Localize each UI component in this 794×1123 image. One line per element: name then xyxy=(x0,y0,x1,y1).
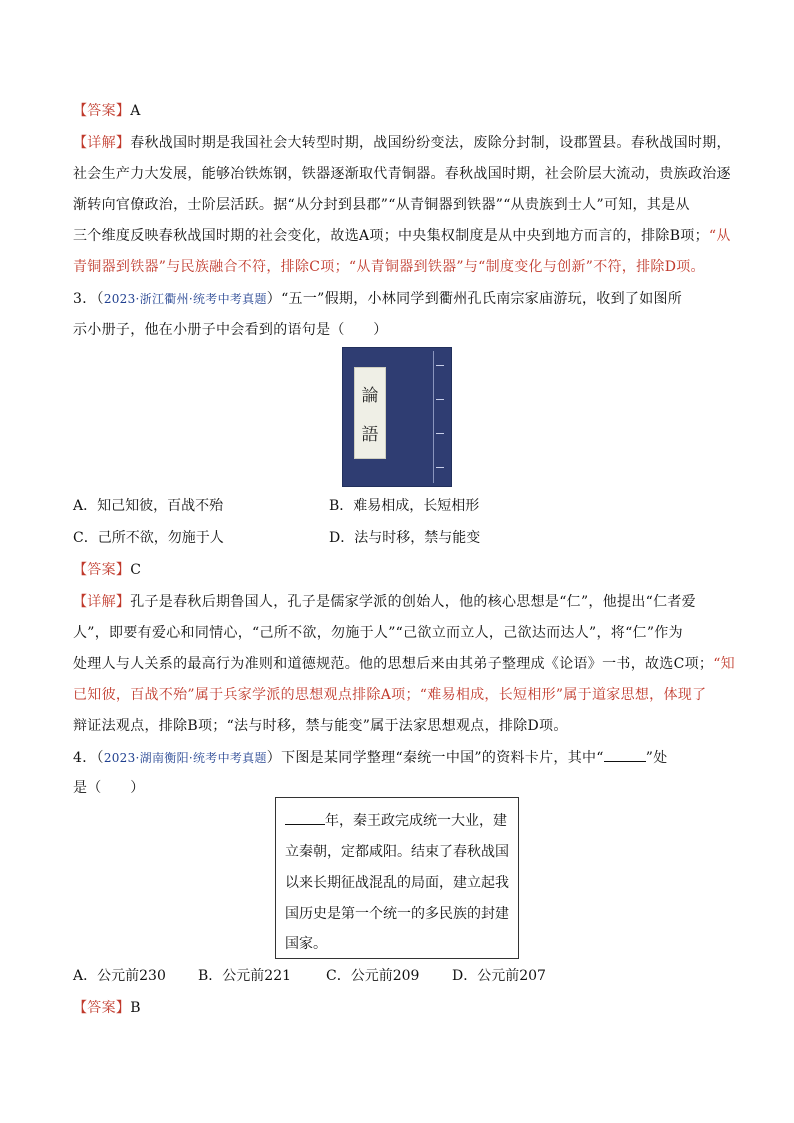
detail-red-text: “从 xyxy=(708,228,731,244)
book-stitch xyxy=(436,467,444,468)
option-label: D． xyxy=(329,530,355,546)
question-source: 2023·浙江衢州·统考中考真题 xyxy=(103,292,267,306)
option-a[interactable] xyxy=(73,967,166,985)
option-label: A． xyxy=(73,498,98,514)
card-text: 年，秦王政完成统一大业，建 xyxy=(325,813,507,829)
detail-q2-line-3: 渐转向官僚政治，士阶层活跃。据“从分封到县郡”“从青铜器到铁器”“从贵族到士人”可知，其是从 xyxy=(73,197,690,213)
detail-q2-line-2: 社会生产力大发展，能够冶铁炼钢，铁器逐渐取代青铜器。春秋战国时期，社会阶层大流动，贵族政治逐 xyxy=(73,166,731,182)
question-3-stem-2: 示小册子，他在小册子中会看到的语句是（ ） xyxy=(73,322,388,338)
book-title-label xyxy=(354,367,386,459)
question-4-stem-2: 是（ ） xyxy=(73,780,145,796)
card-line-5: 国家。 xyxy=(285,936,327,952)
option-d[interactable] xyxy=(452,967,546,985)
question-4-stem-1 xyxy=(73,749,733,767)
question-source: 2023·湖南衡阳·统考中考真题 xyxy=(103,751,267,765)
detail-red-text: “知 xyxy=(713,656,735,672)
option-text: 己所不欲，勿施于人 xyxy=(97,530,224,546)
option-label: B． xyxy=(198,968,223,984)
book-title-char: 論 xyxy=(361,386,379,407)
detail-text: 春秋战国时期是我国社会大转型时期，战国纷纷变法，废除分封制，设郡置县。春秋战国时期， xyxy=(130,135,731,151)
option-a[interactable] xyxy=(73,497,223,515)
option-b[interactable] xyxy=(198,967,291,985)
detail-q3-line-3 xyxy=(73,655,733,673)
answer-blank xyxy=(604,761,646,762)
question-text: ”处 xyxy=(645,750,668,766)
question-number: 3．（ xyxy=(73,291,104,307)
book-stitch xyxy=(436,365,444,366)
card-line-1 xyxy=(285,812,507,830)
detail-tag: 【详解】 xyxy=(73,594,131,610)
option-label: A． xyxy=(73,968,98,984)
detail-tag: 【详解】 xyxy=(73,135,131,151)
book-stitch xyxy=(436,433,444,434)
option-label: D． xyxy=(452,968,478,984)
book-binding xyxy=(433,351,448,483)
detail-q3-line-1 xyxy=(73,593,733,611)
answer-q4 xyxy=(73,999,733,1017)
question-3-stem-1 xyxy=(73,290,733,308)
book-title-char: 語 xyxy=(361,424,379,445)
answer-tag: 【答案】 xyxy=(73,1000,131,1016)
answer-value: B xyxy=(130,1000,141,1016)
option-text: 公元前221 xyxy=(222,968,292,984)
detail-text: 三个维度反映春秋战国时期的社会变化，故选A项；中央集权制度是从中央到地方而言的，排除B项； xyxy=(73,228,709,244)
detail-text: 处理人与人关系的最高行为准则和道德规范。他的思想后来由其弟子整理成《论语》一书，故选C项； xyxy=(73,656,714,672)
answer-tag: 【答案】 xyxy=(73,103,131,119)
option-label: C． xyxy=(73,530,98,546)
option-text: 难易相成，长短相形 xyxy=(353,498,480,514)
card-line-2: 立秦朝，定都咸阳。结束了春秋战国 xyxy=(285,844,509,860)
option-label: B． xyxy=(329,498,354,514)
detail-q3-line-2: 人”，即要有爱心和同情心，“己所不欲，勿施于人”“己欲立而立人，己欲达而达人”，将“仁”作为 xyxy=(73,625,683,641)
option-label: C． xyxy=(326,968,351,984)
card-line-4: 国历史是第一个统一的多民族的封建 xyxy=(285,906,509,922)
question-text: ）下图是某同学整理“秦统一中国”的资料卡片，其中“ xyxy=(266,750,604,766)
answer-value: C xyxy=(130,562,142,578)
detail-q3-line-5: 辩证法观点，排除B项；“法与时移，禁与能变”属于法家思想观点，排除D项。 xyxy=(73,718,568,734)
card-blank xyxy=(285,824,325,825)
detail-red-text: 已知彼，百战不殆”属于兵家学派的思想观点排除A项；“难易相成，长短相形”属于道家思想，体现了 xyxy=(73,687,707,703)
detail-q2-line-4 xyxy=(73,227,733,245)
option-text: 法与时移，禁与能变 xyxy=(354,530,481,546)
option-text: 知己知彼，百战不殆 xyxy=(97,498,224,514)
answer-tag: 【答案】 xyxy=(73,562,131,578)
option-c[interactable] xyxy=(326,967,419,985)
option-b[interactable] xyxy=(329,497,479,515)
option-text: 公元前209 xyxy=(350,968,420,984)
lunyu-book-image xyxy=(342,347,452,487)
option-text: 公元前230 xyxy=(97,968,166,984)
detail-q3-line-4 xyxy=(73,686,733,704)
detail-q2-line-5: 青铜器到铁器”与民族融合不符，排除C项；“从青铜器到铁器”与“制度变化与创新”不符，排除D项。 xyxy=(73,259,705,275)
detail-q2-line-1 xyxy=(73,134,733,152)
answer-value: A xyxy=(130,103,141,119)
answer-q3 xyxy=(73,561,733,579)
answer-q2 xyxy=(73,102,733,120)
option-d[interactable] xyxy=(329,529,480,547)
card-line-3: 以来长期征战混乱的局面，建立起我 xyxy=(285,875,509,891)
book-stitch xyxy=(436,399,444,400)
option-text: 公元前207 xyxy=(477,968,546,984)
question-number: 4．（ xyxy=(73,750,104,766)
question-text: ）“五一”假期，小林同学到衢州孔氏南宗家庙游玩，收到了如图所 xyxy=(266,291,683,307)
option-c[interactable] xyxy=(73,529,224,547)
detail-text: 孔子是春秋后期鲁国人，孔子是儒家学派的创始人，他的核心思想是“仁”，他提出“仁者爱 xyxy=(130,594,696,610)
info-card xyxy=(275,797,519,959)
